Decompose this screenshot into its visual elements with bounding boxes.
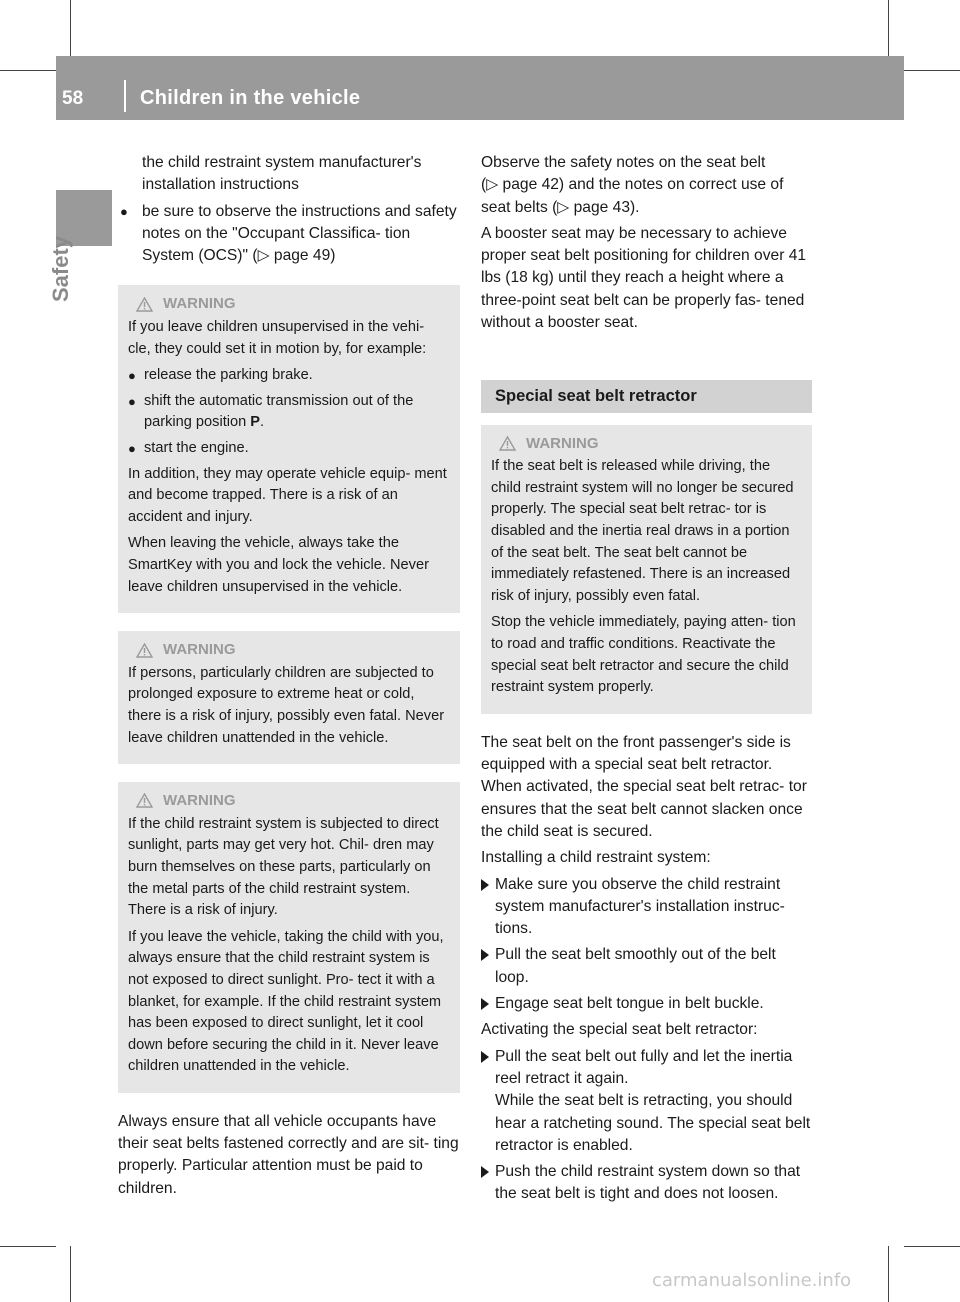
paragraph: The seat belt on the front passenger's side is equipped with a special seat belt retractor. When activated, the special seat belt retrac- tor ensures that the seat belt cannot slacken once the child seat is secured. xyxy=(481,733,807,840)
paragraph: Always ensure that all vehicle occupants have their seat belts fastened correctly and are sit- ting properly. Particular attention must be paid to children. xyxy=(118,1112,459,1197)
paragraph: the child restraint system manufacturer's installation instructions xyxy=(142,154,422,194)
step-item xyxy=(481,874,812,941)
warning-heading xyxy=(136,639,450,661)
crop-mark xyxy=(904,70,960,71)
step-text: Make sure you observe the child restraint system manufacturer's installation instruc- tions. xyxy=(495,875,785,938)
step-arrow-icon xyxy=(481,949,489,961)
warning-box xyxy=(118,782,460,1093)
warning-text: In addition, they may operate vehicle equip- ment and become trapped. There is a risk of an accident and injury. xyxy=(128,465,447,525)
bullet-icon: ● xyxy=(128,393,136,409)
warning-triangle-icon xyxy=(136,643,153,658)
crop-mark xyxy=(70,0,71,56)
warning-box xyxy=(481,425,812,714)
warning-box xyxy=(118,631,460,764)
bullet-icon: ● xyxy=(120,203,128,219)
gear-position: P xyxy=(250,414,261,431)
page-ref-arrow-icon: ▷ xyxy=(557,198,570,216)
section-heading: Special seat belt retractor xyxy=(481,380,812,412)
crop-mark xyxy=(888,1246,889,1302)
page-ref-link[interactable]: page 43). xyxy=(573,198,640,216)
list-item xyxy=(128,438,450,460)
page-number: 58 xyxy=(62,88,84,109)
step-item xyxy=(481,944,812,989)
step-text: Push the child restraint system down so that the seat belt is tight and does not loosen. xyxy=(495,1163,801,1203)
warning-text: If persons, particularly children are subjected to prolonged exposure to extreme heat or cold, there is a risk of injury, possibly even fatal. Never leave children unattended in the vehicle. xyxy=(128,664,445,746)
side-tab-label: Safety xyxy=(48,235,73,302)
warning-triangle-icon xyxy=(136,297,153,312)
right-column xyxy=(481,152,812,1210)
crop-mark xyxy=(888,0,889,56)
warning-heading xyxy=(499,433,802,455)
paragraph: Installing a child restraint system: xyxy=(481,849,711,867)
list-item-text: start the engine. xyxy=(144,440,249,457)
warning-text: When leaving the vehicle, always take the SmartKey with you and lock the vehicle. Never leave children unsupervised in the vehicle. xyxy=(128,535,429,595)
paragraph: A booster seat may be necessary to achieve proper seat belt positioning for children over 41 lbs (18 kg) until they reach a height where a three-point seat belt can be properly fas- tened without a booster seat. xyxy=(481,224,807,332)
crop-mark xyxy=(0,1246,56,1247)
list-item xyxy=(118,201,460,268)
bullet-icon: ● xyxy=(128,368,136,384)
step-arrow-icon xyxy=(481,879,489,891)
page-ref-link[interactable]: page 42) and the notes on correct use of seat belts ( xyxy=(481,176,784,216)
list-item-text: be sure to observe the instructions and safety notes on the "Occupant Classifica- tion System (OCS)" ( xyxy=(142,202,457,265)
warning-triangle-icon xyxy=(499,436,516,451)
list-item-text: release the parking brake. xyxy=(144,367,313,384)
left-column xyxy=(118,152,460,1204)
warning-text: If the seat belt is released while driving, the child restraint system will no longer be secured properly. The special seat belt retrac- tor is disabled and the inertia real draws in a portion of the seat belt. The seat belt cannot be immediately refastened. There is an increased risk of injury, possibly even fatal. xyxy=(491,458,794,604)
step-item xyxy=(481,1046,812,1157)
step-arrow-icon xyxy=(481,1051,489,1063)
list-item-text: shift the automatic transmission out of the parking position xyxy=(144,392,414,431)
paragraph-text: Observe the safety notes on the seat belt ( xyxy=(481,154,766,194)
step-text: Pull the seat belt out fully and let the inertia reel retract it again. xyxy=(495,1047,793,1087)
page-ref-arrow-icon: ▷ xyxy=(257,247,270,265)
warning-label: WARNING xyxy=(526,434,599,452)
crop-mark xyxy=(904,1246,960,1247)
step-arrow-icon xyxy=(481,998,489,1010)
warning-heading xyxy=(136,293,450,315)
header-divider xyxy=(124,80,126,112)
warning-box xyxy=(118,285,460,613)
warning-text: If you leave the vehicle, taking the child with you, always ensure that the child restraint system is not exposed to direct sunlight. Pro- tect it with a blanket, for example. If the child restraint system has been exposed to direct sunlight, let it cool down before securing the child in it. Never leave children unattended in the vehicle. xyxy=(128,928,444,1075)
warning-label: WARNING xyxy=(163,792,236,810)
warning-text: Stop the vehicle immediately, paying atten- tion to road and traffic conditions. Reactivate the special seat belt retractor and secure the child restraint system properly. xyxy=(491,614,796,696)
page-ref-link[interactable]: page 49) xyxy=(273,247,336,265)
paragraph xyxy=(481,152,812,219)
warning-triangle-icon xyxy=(136,793,153,808)
list-item: ● shift the automatic transmission out of the parking position P. xyxy=(128,392,414,431)
bullet-icon: ● xyxy=(128,441,136,457)
warning-heading xyxy=(136,790,450,812)
warning-text: If you leave children unsupervised in the vehi- cle, they could set it in motion by, for example: xyxy=(128,319,427,357)
page-ref-arrow-icon: ▷ xyxy=(486,176,499,194)
crop-mark xyxy=(70,1246,71,1302)
watermark: carmanualsonline.info xyxy=(652,1270,852,1291)
list-item xyxy=(128,365,450,387)
page-title: Children in the vehicle xyxy=(140,87,361,109)
step-text: Engage seat belt tongue in belt buckle. xyxy=(495,995,764,1013)
paragraph: Activating the special seat belt retractor: xyxy=(481,1021,758,1039)
warning-label: WARNING xyxy=(163,295,236,313)
step-arrow-icon xyxy=(481,1166,489,1178)
step-note: While the seat belt is retracting, you should hear a ratcheting sound. The special seat belt retractor is enabled. xyxy=(495,1092,811,1154)
step-text: Pull the seat belt smoothly out of the belt loop. xyxy=(495,946,776,986)
warning-text: If the child restraint system is subjected to direct sunlight, parts may get very hot. Chil- dren may burn themselves on these parts, particularly on the metal parts of the child restraint system. There is a risk of injury. xyxy=(128,815,439,919)
step-item xyxy=(481,1161,812,1206)
warning-label: WARNING xyxy=(163,641,236,659)
crop-mark xyxy=(0,70,56,71)
step-item xyxy=(481,993,812,1015)
